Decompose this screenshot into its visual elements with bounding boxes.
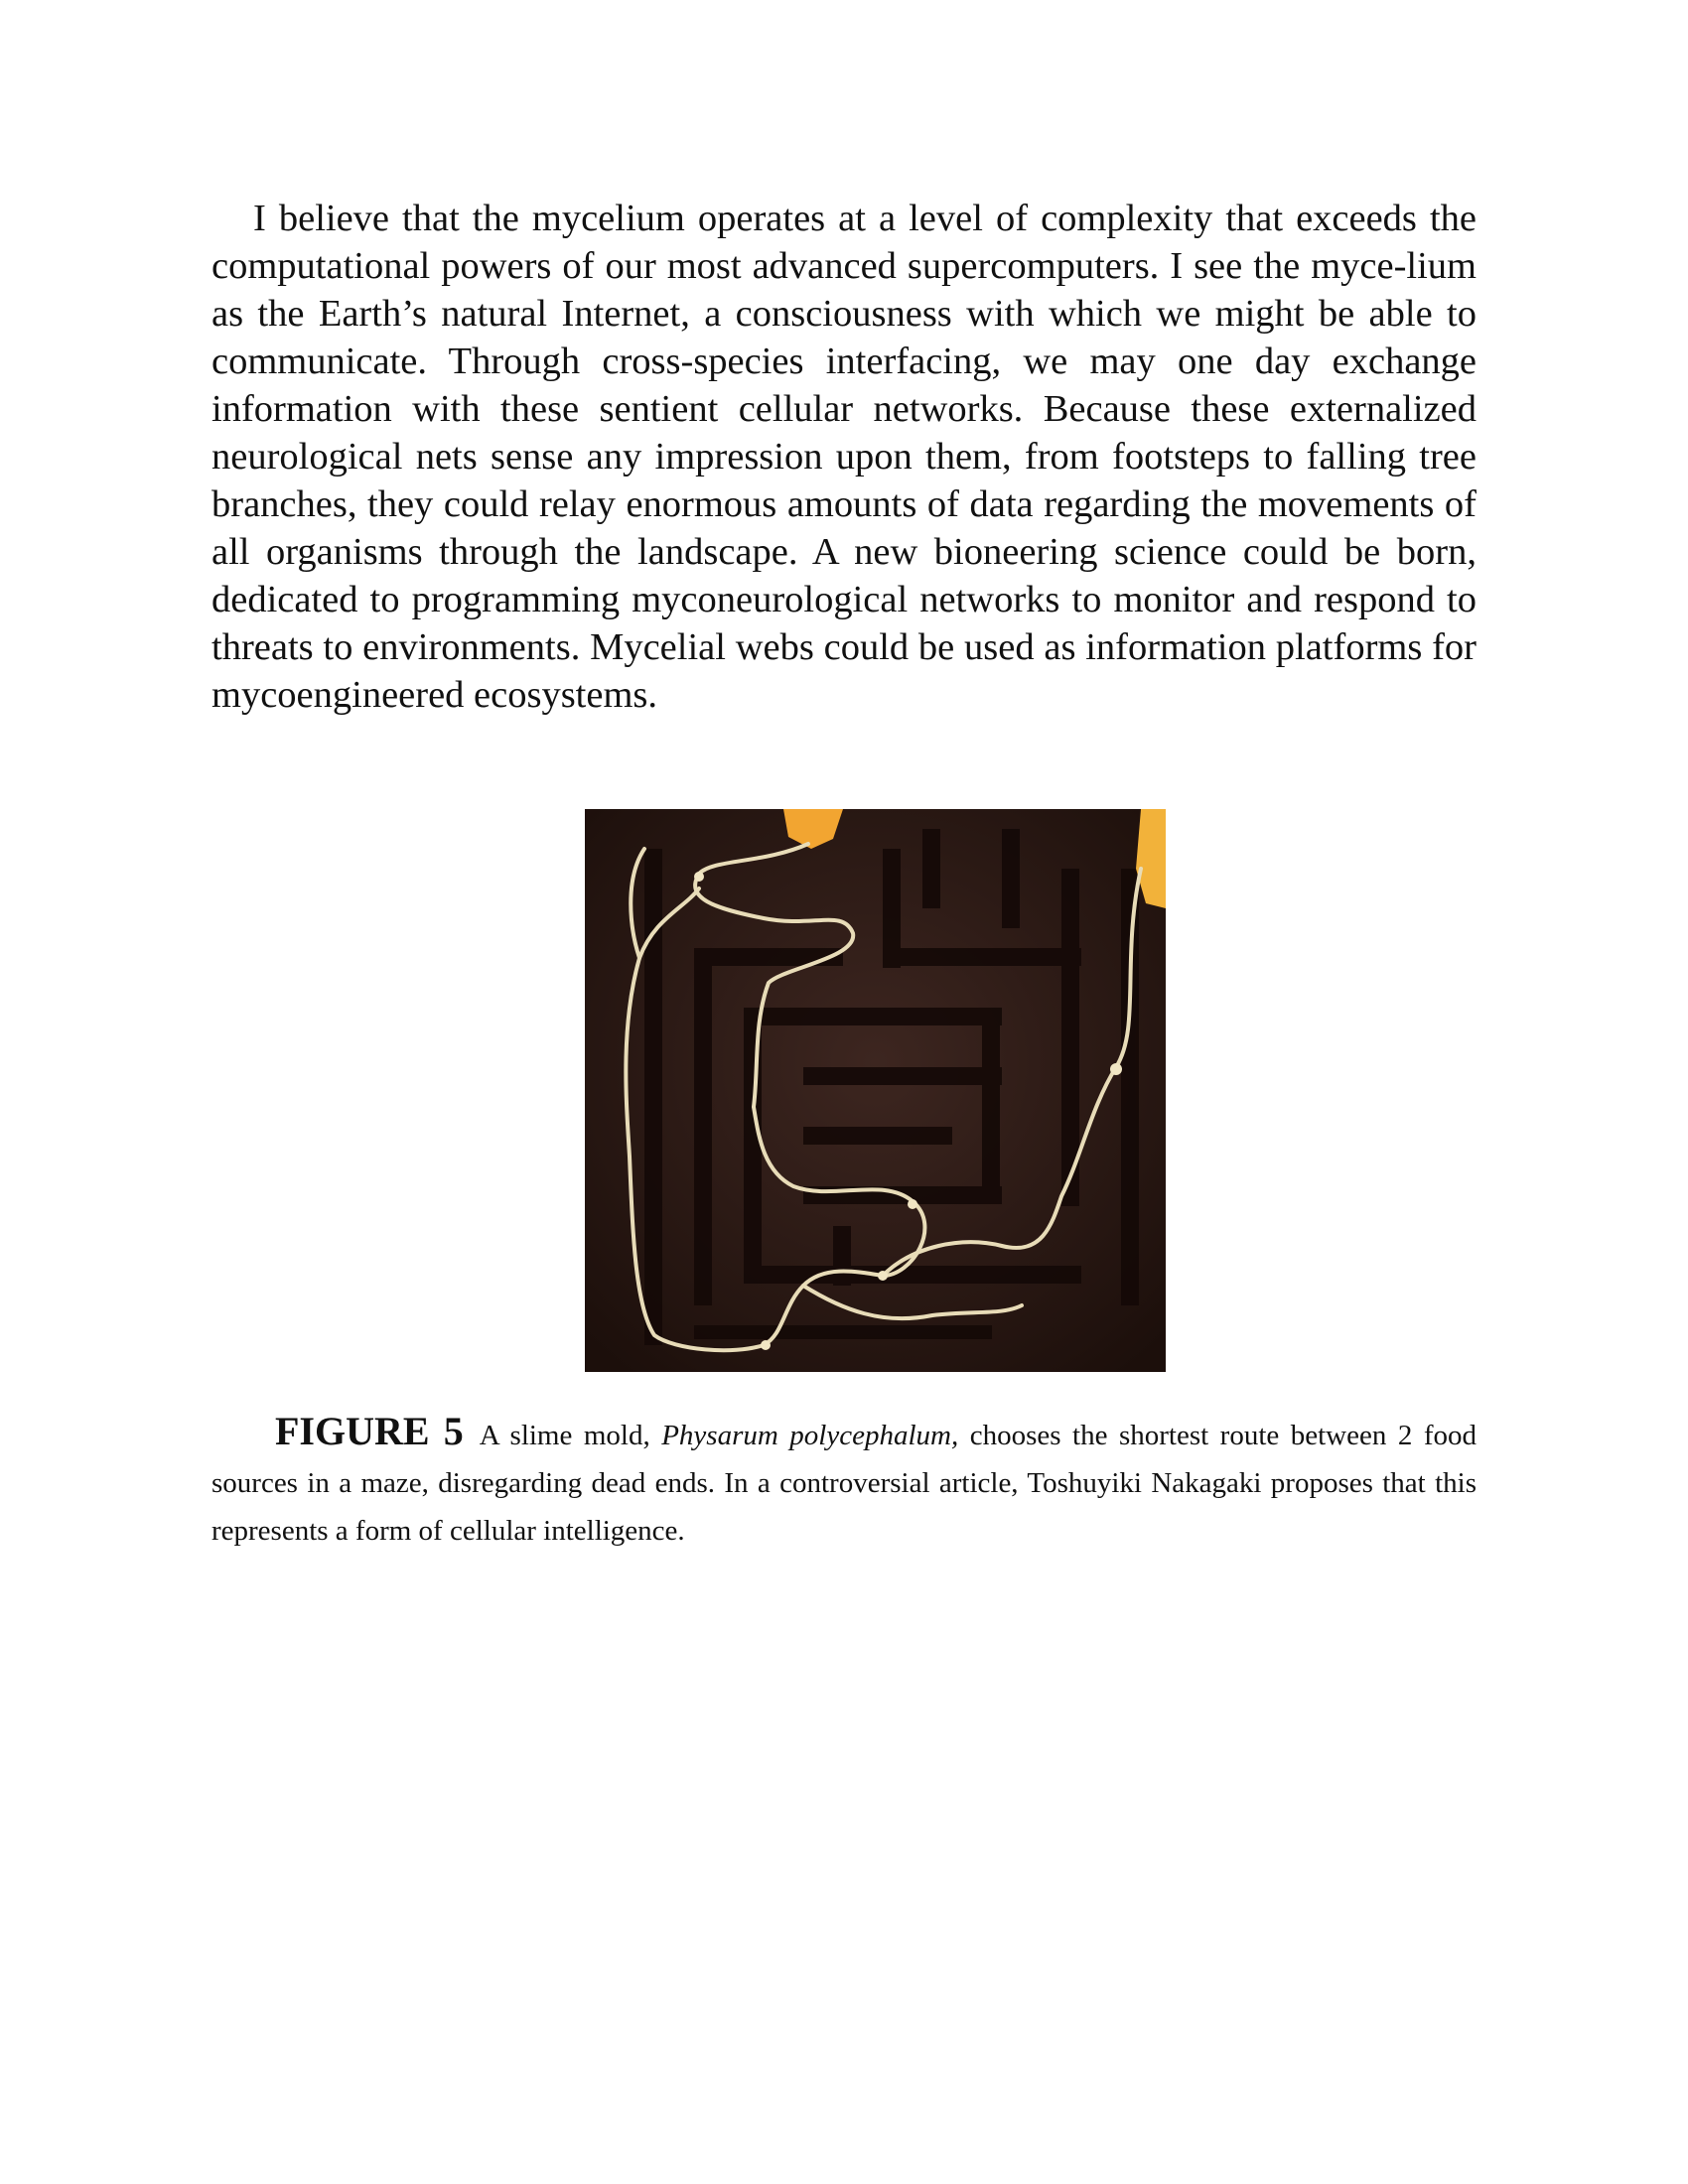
slime-mold-maze-photo [585,809,1166,1372]
figure-label: FIGURE 5 [275,1409,464,1453]
figure-caption [211,1408,1477,1555]
caption-pre: A slime mold, [479,1420,650,1451]
body-paragraph: I believe that the mycelium operates at a level of complexity that exceeds the computational powers of our most advanced supercomputers. I see the myce-lium as the Earth’s natural Internet, a consciousness with which we might be able to communicate. Through cross-species interfacing, we may one day exchange information with these sentient cellular networks. Because these externalized neurological nets sense any impression upon them, from footsteps to falling tree branches, they could relay enormous amounts of data regarding the movements of all organisms through the landscape. A new bioneering science could be born, dedicated to programming myconeurological networks to monitor and respond to threats to environments. Mycelial webs could be used as information platforms for mycoengineered ecosystems. [211,198,1477,716]
caption-post: chooses the shortest route between 2 food sources in a maze, disregarding dead ends. In a controversial article, Toshuyiki Nakagaki proposes that this represents a form of cellular intelligence. [211,1420,1477,1547]
species-name: Physarum polycephalum, [661,1420,959,1451]
